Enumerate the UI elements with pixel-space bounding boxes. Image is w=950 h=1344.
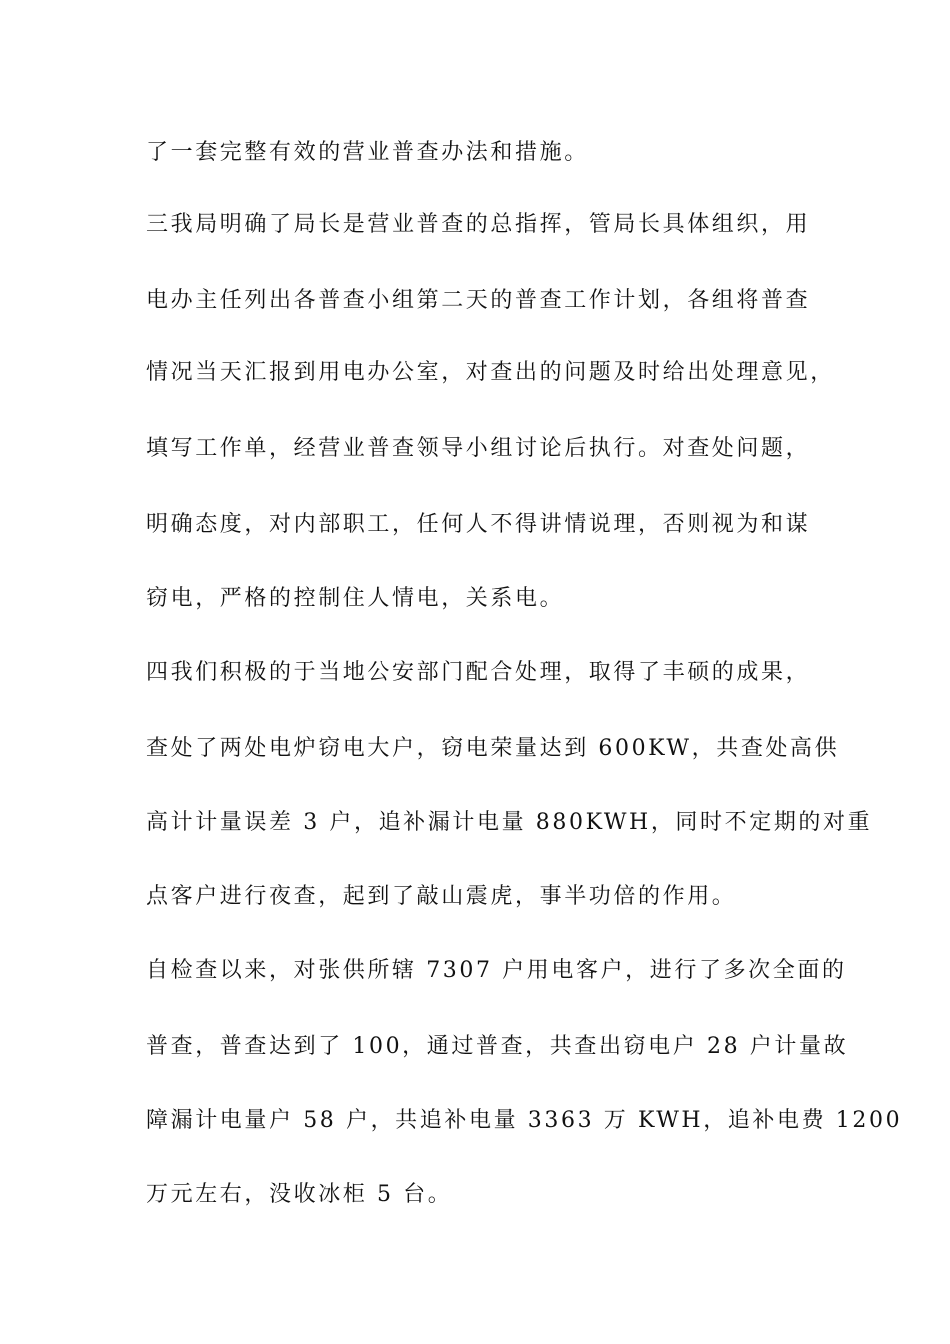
- text-line: 查处了两处电炉窃电大户，窃电荣量达到 600KW，共查处高供: [146, 736, 840, 761]
- text-line: 四我们积极的于当地公安部门配合处理，取得了丰硕的成果，: [146, 660, 811, 685]
- text-line: 三我局明确了局长是营业普查的总指挥，管局长具体组织，用: [146, 212, 811, 237]
- text-line: 窃电，严格的控制住人情电，关系电。: [146, 586, 565, 611]
- text-line: 了一套完整有效的营业普查办法和措施。: [146, 140, 589, 165]
- text-line: 电办主任列出各普查小组第二天的普查工作计划，各组将普查: [146, 288, 811, 313]
- text-line: 障漏计电量户 58 户，共追补电量 3363 万 KWH，追补电费 1200: [146, 1108, 903, 1133]
- text-line: 普查，普查达到了 100，通过普查，共查出窃电户 28 户计量故: [146, 1034, 849, 1059]
- text-line: 万元左右，没收冰柜 5 台。: [146, 1182, 453, 1207]
- text-line: 点客户进行夜查，起到了敲山震虎，事半功倍的作用。: [146, 884, 737, 909]
- text-line: 明确态度，对内部职工，任何人不得讲情说理，否则视为和谋: [146, 512, 811, 537]
- text-line: 填写工作单，经营业普查领导小组讨论后执行。对查处问题，: [146, 436, 811, 461]
- text-line: 情况当天汇报到用电办公室，对查出的问题及时给出处理意见，: [146, 360, 835, 385]
- text-line: 高计计量误差 3 户，追补漏计电量 880KWH，同时不定期的对重: [146, 810, 873, 835]
- text-line: 自检查以来，对张供所辖 7307 户用电客户，进行了多次全面的: [146, 958, 847, 983]
